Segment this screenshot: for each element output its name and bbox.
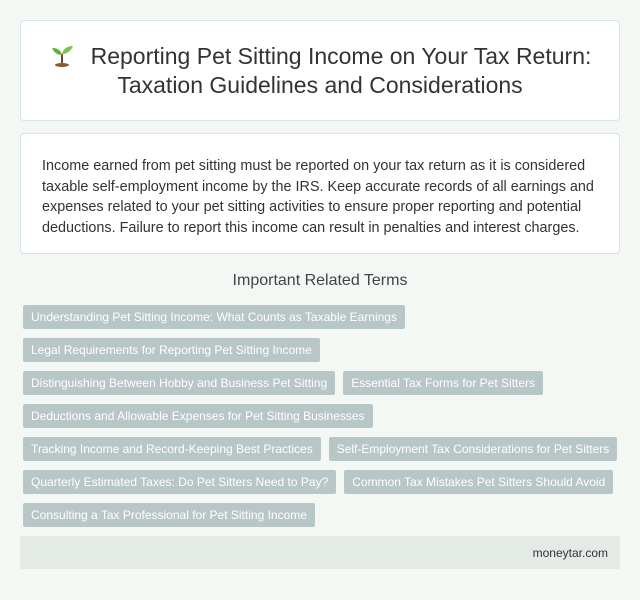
intro-text: Income earned from pet sitting must be reported on your tax return as it is considered taxable self-employment income by the IRS. Keep accurate records of all earnings and expenses related to your pet sitting activities to ensure proper reporting and potential deductions. Failure to report this income can result in penalties and interest charges. <box>42 158 594 236</box>
related-term-tag[interactable]: Consulting a Tax Professional for Pet Sitting Income <box>23 503 315 527</box>
related-term-tag[interactable]: Distinguishing Between Hobby and Business Pet Sitting <box>23 371 335 395</box>
related-term-tag[interactable]: Legal Requirements for Reporting Pet Sitting Income <box>23 338 320 362</box>
related-terms-list <box>23 305 623 527</box>
intro-card <box>20 133 620 254</box>
title-card <box>20 20 620 121</box>
related-term-tag[interactable]: Tracking Income and Record-Keeping Best Practices <box>23 437 321 461</box>
footer-site-link[interactable]: moneytar.com <box>532 545 608 560</box>
footer <box>20 536 620 569</box>
page-title <box>21 42 619 100</box>
related-terms-heading: Important Related Terms <box>232 272 408 289</box>
related-term-tag[interactable]: Self-Employment Tax Considerations for Pet Sitters <box>329 437 618 461</box>
related-term-tag[interactable]: Common Tax Mistakes Pet Sitters Should Avoid <box>344 470 613 494</box>
page-title-text: Reporting Pet Sitting Income on Your Tax Return: Taxation Guidelines and Considerations <box>90 42 592 98</box>
sprout-icon <box>49 43 75 67</box>
related-term-tag[interactable]: Quarterly Estimated Taxes: Do Pet Sitters Need to Pay? <box>23 470 336 494</box>
related-term-tag[interactable]: Understanding Pet Sitting Income: What Counts as Taxable Earnings <box>23 305 405 329</box>
related-term-tag[interactable]: Essential Tax Forms for Pet Sitters <box>343 371 543 395</box>
related-term-tag[interactable]: Deductions and Allowable Expenses for Pet Sitting Businesses <box>23 404 373 428</box>
